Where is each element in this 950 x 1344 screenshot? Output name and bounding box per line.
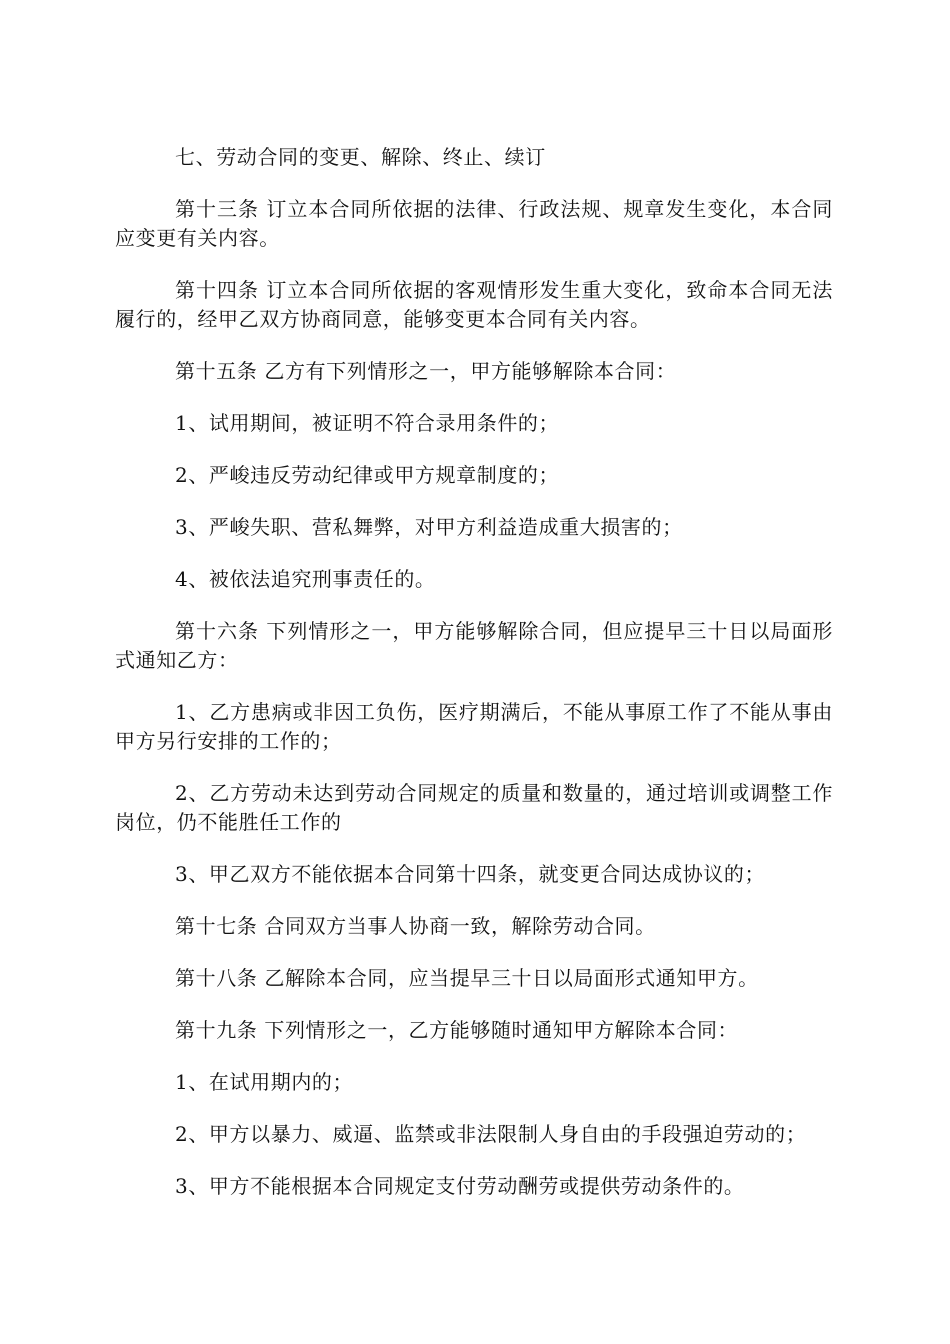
article-16-item-3: 3、甲乙双方不能依据本合同第十四条，就变更合同达成协议的； — [175, 862, 766, 886]
article-18: 第十八条 乙解除本合同，应当提早三十日以局面形式通知甲方。 — [175, 966, 759, 990]
article-19: 第十九条 下列情形之一，乙方能够随时通知甲方解除本合同： — [175, 1018, 739, 1042]
article-17: 第十七条 合同双方当事人协商一致，解除劳动合同。 — [175, 914, 656, 938]
article-13: 第十三条 订立本合同所依据的法律、行政法规、规章发生变化，本合同应变更有关内容。 — [115, 197, 833, 250]
article-15-item-1: 1、试用期间，被证明不符合录用条件的； — [175, 411, 560, 435]
article-15-item-4: 4、被依法追究刑事责任的。 — [175, 567, 436, 591]
article-19-item-2: 2、甲方以暴力、威逼、监禁或非法限制人身自由的手段强迫劳动的； — [175, 1122, 807, 1146]
article-15-item-2: 2、严峻违反劳动纪律或甲方规章制度的； — [175, 463, 560, 487]
article-14: 第十四条 订立本合同所依据的客观情形发生重大变化，致命本合同无法履行的，经甲乙双方协商同意，能够变更本合同有关内容。 — [115, 278, 833, 331]
article-16-item-2: 2、乙方劳动未达到劳动合同规定的质量和数量的，通过培训或调整工作岗位，仍不能胜任工作的 — [115, 781, 833, 834]
document-body — [115, 143, 833, 1224]
article-16-item-1: 1、乙方患病或非因工负伤，医疗期满后，不能从事原工作了不能从事由甲方另行安排的工作的； — [115, 700, 833, 753]
article-19-item-1: 1、在试用期内的； — [175, 1070, 354, 1094]
article-19-item-3: 3、甲方不能根据本合同规定支付劳动酬劳或提供劳动条件的。 — [175, 1174, 745, 1198]
article-16: 第十六条 下列情形之一，甲方能够解除合同，但应提早三十日以局面形式通知乙方： — [115, 619, 833, 672]
article-15-item-3: 3、严峻失职、营私舞弊，对甲方利益造成重大损害的； — [175, 515, 683, 539]
article-15: 第十五条 乙方有下列情形之一，甲方能够解除本合同： — [175, 359, 677, 383]
section-heading: 七、劳动合同的变更、解除、终止、续订 — [175, 145, 546, 169]
